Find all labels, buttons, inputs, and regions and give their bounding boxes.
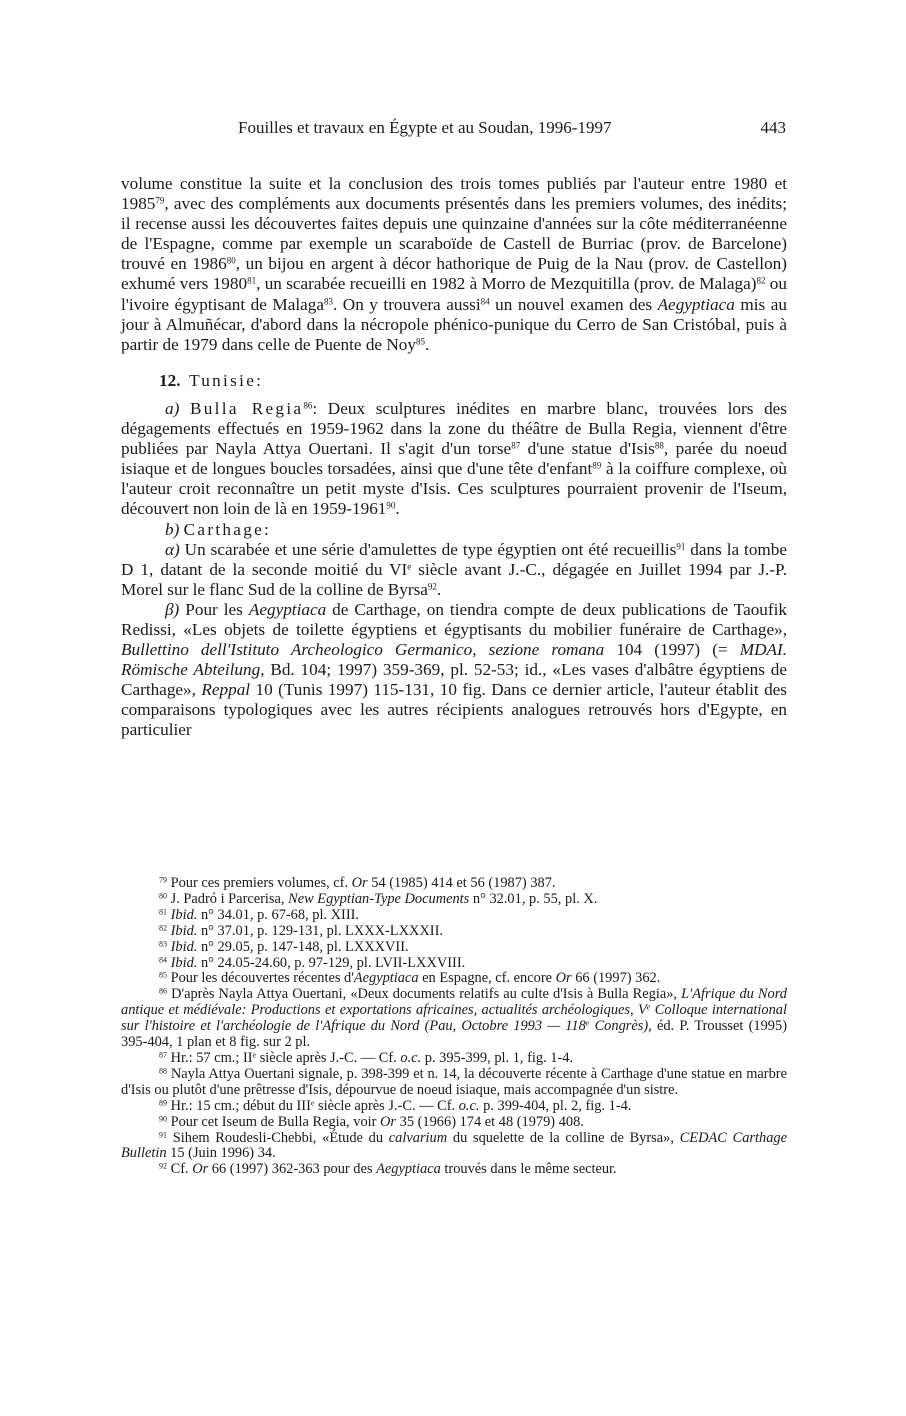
text-run: 66 (1997) 362-363 pour des (208, 1161, 377, 1178)
italic-term: CEDAC Carthage Bulletin (121, 1129, 787, 1162)
footnote-ref: 85 (415, 336, 425, 347)
text-run: , éd. P. Trousset (1995) 395-404, 1 plan et 8 fig. sur 2 pl. (121, 1018, 787, 1051)
footnote (121, 987, 787, 1051)
text-run: . (436, 579, 442, 599)
italic-term: Or (192, 1161, 209, 1178)
footnote-number: 89 (159, 1098, 167, 1108)
italic-term: Aegyptiaca (248, 599, 327, 619)
journal-title: MDAI. Römische Abteilung (121, 640, 787, 680)
italic-term: Aegyptiaca (376, 1161, 441, 1178)
item-label: α) (165, 539, 180, 559)
running-header (238, 118, 786, 142)
footnote-number: 91 (159, 1130, 167, 1140)
italic-title: Colloque international sur l'histoire et l'archéologie de l'Afrique du Nord (Pau, Octobre 1993 — 118 (121, 1002, 788, 1035)
italic-title: L'Afrique du Nord antique et médiévale: Productions et exportations africaines, actualités archéologiques, V (121, 986, 787, 1019)
footnote-ref: 90 (386, 501, 396, 512)
text-run: : Deux sculptures inédites en marbre blanc, trouvées lors des dégagements effectués en 1959-1962 dans la zone du théâtre de Bulla Regia, viennent d'être publiées par Nayla Attya Ouertani. Il s'agit d'un torse (121, 398, 787, 459)
text-run: n° 37.01, p. 129-131, pl. LXXX-LXXXII. (197, 922, 443, 939)
footnote-number: 92 (159, 1161, 167, 1171)
italic-title: Congrès) (589, 1018, 649, 1035)
italic-term: Or (555, 970, 572, 987)
footnote (121, 940, 787, 956)
footnote-ref: 80 (226, 255, 236, 266)
footnote-ref: 82 (756, 276, 766, 287)
text-run: un nouvel examen des (489, 294, 658, 314)
paragraph-spain (121, 174, 787, 355)
text-run: D'après Nayla Attya Ouertani, «Deux documents relatifs au culte d'Isis à Bulla Regia», (171, 986, 682, 1003)
text-run: , un scarabée recueilli en 1982 à Morro de Mezquitilla (prov. de Malaga) (256, 274, 757, 294)
footnote-number: 83 (159, 939, 167, 949)
superscript: e (407, 561, 412, 572)
italic-term: Ibid. (170, 954, 198, 971)
italic-term: Or (351, 875, 368, 891)
footnote (121, 892, 787, 908)
text-run: trouvés dans le même secteur. (440, 1161, 617, 1178)
text-run: . (395, 499, 400, 519)
text-run: siècle après J.-C. — Cf. (314, 1097, 459, 1114)
text-run: de Carthage, on tiendra compte de deux publications de Taoufik Redissi, «Les objets de toilette égyptiens et égyptisants du mobilier funéraire de Carthage», (121, 599, 787, 639)
footnote-ref: 89 (592, 460, 602, 471)
footnote-number: 86 (159, 986, 167, 996)
footnote (121, 1099, 787, 1115)
footnote (121, 1115, 787, 1131)
text-run: p. 395-399, pl. 1, fig. 1-4. (421, 1049, 574, 1066)
footnote-ref: 88 (654, 440, 664, 451)
text-run: Hr.: 57 cm.; II (170, 1049, 253, 1066)
footnote-ref: 87 (511, 440, 521, 451)
text-run: n° 29.05, p. 147-148, pl. LXXXVII. (197, 938, 409, 955)
footnote-ref: 79 (155, 195, 165, 206)
italic-term: Or (380, 1113, 397, 1130)
footnotes (121, 876, 787, 1178)
text-run: du squelette de la colline de Byrsa», (447, 1129, 680, 1146)
text-run: p. 399-404, pl. 2, fig. 1-4. (479, 1097, 632, 1114)
text-run: 66 (1997) 362. (571, 970, 661, 987)
footnote-number: 90 (159, 1114, 167, 1124)
text-run: , parée du noeud isiaque et de longues boucles torsadées, ainsi que d'une tête d'enfant (121, 439, 787, 479)
running-title: Fouilles et travaux en Égypte et au Soudan, 1996-1997 (238, 118, 612, 137)
footnote-ref: 84 (480, 296, 490, 307)
text-run: Sihem Roudesli-Chebbi, «Étude du (172, 1129, 389, 1146)
text-run: siècle après J.-C. — Cf. (256, 1049, 401, 1066)
footnote (121, 908, 787, 924)
text-run: à la coiffure complexe, où l'auteur croit reconnaître un petit myste d'Isis. Ces sculptures pourraient provenir de l'Iseum, découvert non loin de là en 1959-1961 (121, 459, 787, 519)
footnote (121, 1162, 787, 1178)
paragraph-beta (121, 600, 787, 741)
text-run: Hr.: 15 cm.; début du III (170, 1097, 311, 1114)
text-run: . (424, 334, 430, 354)
footnote (121, 1131, 787, 1163)
footnote-ref: 83 (323, 296, 333, 307)
italic-term: Aegyptiaca (657, 294, 735, 314)
footnote-number: 81 (159, 907, 167, 917)
text-run: 104 (1997) (= (604, 640, 740, 660)
footnote-number: 80 (159, 891, 167, 901)
text-run: Pour ces premiers volumes, cf. (170, 875, 352, 891)
text-run: dans la tombe D 1, datant de la seconde moitié du VI (121, 539, 788, 579)
text-run: n° 24.05-24.60, p. 97-129, pl. LVII-LXXVIII. (197, 954, 466, 971)
subsection-title: Carthage: (183, 519, 272, 539)
text-run: , un bijou en argent à décor hathorique de Puig de la Nau (prov. de Castellon) exhumé vers 1980 (121, 254, 787, 294)
text-run: , Bd. 104; 1997) 359-369, pl. 52-53; id., «Les vases d'albâtre égyptiens de Carthage», (121, 660, 787, 700)
italic-term: New Egyptian-Type Documents (288, 890, 470, 907)
text-run: ou l'ivoire égyptisant de Malaga (121, 274, 787, 314)
subsection-title: Bulla Regia (190, 398, 304, 418)
superscript: e (646, 1002, 651, 1012)
text-run: 10 (Tunis 1997) 115-131, 10 fig. Dans ce dernier article, l'auteur établit des comparaisons typologiques avec les autres récipients analogues retrouvés hors d'Egypte, en particulier (121, 680, 787, 740)
paragraph-bulla-regia (121, 399, 787, 520)
text-run: Un scarabée et une série d'amulettes de type égyptien ont été recueillis (179, 539, 677, 559)
text-run: 15 (Juin 1996) 34. (166, 1145, 276, 1162)
superscript: e (252, 1050, 257, 1060)
text-run: n° 32.01, p. 55, pl. X. (469, 890, 598, 907)
footnote (121, 924, 787, 940)
superscript: e (310, 1098, 315, 1108)
text-run: J. Padró i Parcerisa, (170, 890, 289, 907)
footnote (121, 1067, 787, 1099)
footnote-ref: 81 (247, 276, 257, 287)
footnote (121, 876, 787, 892)
section-title: Tunisie: (189, 370, 264, 390)
subsection-carthage-heading (121, 520, 787, 540)
journal-title: Reppal (201, 680, 251, 700)
italic-term: o.c. (458, 1097, 480, 1114)
text-run: Nayla Attya Ouertani signale, p. 398-399 et n. 14, la découverte récente à Carthage d'une statue en marbre d'Isis ou plutôt d'une prêtresse d'Isis, dépourvue de noeud isiaque, mais accompagnée d'un sistre. (121, 1065, 787, 1098)
footnote-ref: 92 (427, 581, 437, 592)
text-run: volume constitue la suite et la conclusion des trois tomes publiés par l'auteur entre 1980 et 1985 (121, 174, 787, 214)
italic-term: Ibid. (170, 922, 198, 939)
footnote-number: 88 (159, 1066, 167, 1076)
subsection-label: a) (165, 398, 180, 418)
text-run: mis au jour à Almuñécar, d'abord dans la nécropole phénico-punique du Cerro de San Cristóbal, puis à partir de 1979 dans celle de Puente de Noy (121, 294, 787, 354)
footnote (121, 956, 787, 972)
italic-term: Ibid. (170, 938, 198, 955)
text-run: Cf. (170, 1161, 193, 1178)
footnote (121, 1051, 787, 1067)
footnote-number: 87 (159, 1050, 167, 1060)
text-run: , avec des compléments aux documents présentés dans les premiers volumes, des inédits; il recense aussi les découvertes faites depuis une quinzaine d'années sur la côte méditerranéenne de l'Espagne, comme par exemple un scaraboïde de Castell de Burriac (prov. de Barcelone) trouvé en 1986 (121, 194, 787, 274)
italic-term: calvarium (388, 1129, 448, 1146)
text-run: d'une statue d'Isis (520, 439, 655, 459)
text-run: . On y trouvera aussi (332, 294, 481, 314)
text-run: Pour les (179, 599, 249, 619)
text-run: Pour cet Iseum de Bulla Regia, voir (170, 1113, 381, 1130)
text-run: 54 (1985) 414 et 56 (1987) 387. (367, 875, 556, 891)
journal-title: Bullettino dell'Istituto Archeologico Germanico, sezione romana (121, 640, 605, 660)
footnote-number: 82 (159, 923, 167, 933)
paragraph-alpha (121, 540, 787, 600)
subsection-label: b) (165, 519, 180, 539)
superscript: e (585, 1018, 590, 1028)
footnote (121, 971, 787, 987)
footnote-number: 85 (159, 971, 167, 981)
section-heading (121, 371, 787, 391)
text-run: n° 34.01, p. 67-68, pl. XIII. (197, 906, 360, 923)
page-number: 443 (760, 118, 786, 137)
footnote-ref: 91 (676, 541, 686, 552)
text-run: en Espagne, cf. encore (418, 970, 556, 987)
italic-term: Ibid. (170, 906, 198, 923)
italic-term: Aegyptiaca (353, 970, 419, 987)
text-run: siècle avant J.-C., dégagée en Juillet 1994 par J.-P. Morel sur le flanc Sud de la colline de Byrsa (121, 559, 788, 599)
main-text (121, 174, 787, 741)
footnote-number: 79 (159, 875, 167, 885)
item-label: β) (165, 599, 180, 619)
footnote-ref: 86 (303, 400, 313, 411)
section-number: 12. (159, 370, 181, 390)
text-run: Pour les découvertes récentes d' (170, 970, 354, 987)
footnote-number: 84 (159, 955, 167, 965)
text-run: 35 (1966) 174 et 48 (1979) 408. (396, 1113, 584, 1130)
italic-term: o.c. (400, 1049, 422, 1066)
